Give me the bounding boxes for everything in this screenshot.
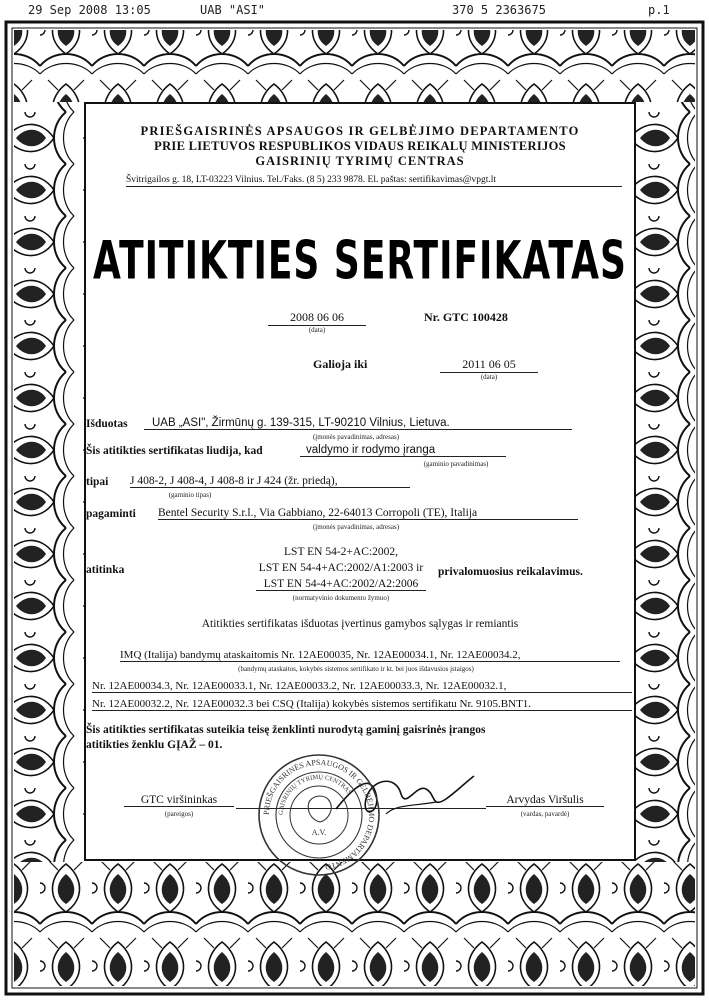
fax-phone: 370 5 2363675 <box>452 3 546 17</box>
manufacturer-label: pagaminti <box>86 508 136 520</box>
seal-center: A.V. <box>311 828 327 837</box>
issue-date: 2008 06 06 <box>268 310 366 326</box>
certificate-number: Nr. GTC 100428 <box>424 310 508 324</box>
valid-until-label: Galioja iki <box>313 357 368 371</box>
standard-3: LST EN 54-4+AC:2002/A2:2006 <box>256 578 426 591</box>
basis-line-2: Nr. 12AE00034.3, Nr. 12AE00033.1, Nr. 12AE00033.2, Nr. 12AE00033.3, Nr. 12AE00032.1, <box>92 680 632 693</box>
marking-line-2: atitikties ženklu GĮAŽ – 01. <box>86 739 223 751</box>
fax-page: p.1 <box>648 3 670 17</box>
product-name: valdymo ir rodymo įranga <box>300 444 506 457</box>
svg-text:GAISRINIŲ TYRIMŲ CENTRAS <box>278 774 353 815</box>
org-line-2: PRIE LIETUVOS RESPUBLIKOS VIDAUS REIKALŲ MINISTERIJOS <box>154 139 566 153</box>
certificate-title: ATITIKTIES SERTIFIKATAS <box>93 232 627 292</box>
standards-caption: (normatyvinio dokumento žymuo) <box>292 594 390 602</box>
issued-label: Išduotas <box>86 418 128 430</box>
fax-sender: UAB "ASI" <box>200 3 266 17</box>
signer-position: GTC viršininkas <box>124 794 234 807</box>
org-address: Švitrigailos g. 18, LT-03223 Vilnius. Tel./Faks. (8 5) 233 9878. El. paštas: sertifikavimas@vpgt.lt <box>126 175 622 187</box>
seal-outer-text: PRIEŠGAISRINĖS APSAUGOS IR GELBĖJIMO DEPARTAMENTO <box>261 757 377 872</box>
signer-name-caption: (vardas, pavardė) <box>520 810 570 818</box>
marking-line-1: Šis atitikties sertifikatas suteikia teisę ženklinti nurodytą gaminį gaisrinės įrangos <box>86 724 486 736</box>
org-line-1: PRIEŠGAISRINĖS APSAUGOS IR GELBĖJIMO DEPARTAMENTO <box>140 124 580 138</box>
basis-caption: (bandymų ataskaitos, kokybės sistemos sertifikato ir kt. bei juos išdavusios įstaigos) <box>238 665 474 673</box>
types-caption: (gaminio tipas) <box>168 491 212 499</box>
issued-value: UAB „ASI", Žirmūnų g. 139-315, LT-90210 Vilnius, Lietuva. <box>144 417 572 430</box>
certificate-body <box>86 104 634 872</box>
requirements-label: privalomuosius reikalavimus. <box>438 566 583 578</box>
basis-intro: Atitikties sertifikatas išduotas įvertinus gamybos sąlygas ir remiantis <box>201 618 519 630</box>
manufacturer-value: Bentel Security S.r.l., Via Gabbiano, 22-64013 Corropoli (TE), Italija <box>158 507 578 520</box>
seal-inner-text: GAISRINIŲ TYRIMŲ CENTRAS <box>277 773 354 816</box>
manufacturer-caption: (įmonės pavadinimas, adresas) <box>312 523 400 531</box>
valid-until-date: 2011 06 05 <box>440 357 538 373</box>
complies-label: atitinka <box>86 564 125 576</box>
certifies-label: Šis atitikties sertifikatas liudija, kad <box>86 445 263 457</box>
standard-1: LST EN 54-2+AC:2002, <box>284 546 398 558</box>
basis-line-1: IMQ (Italija) bandymų ataskaitomis Nr. 12AE00035, Nr. 12AE00034.1, Nr. 12AE00034.2, <box>120 649 620 662</box>
fax-datetime: 29 Sep 2008 13:05 <box>28 3 151 17</box>
basis-line-3: Nr. 12AE00032.2, Nr. 12AE00032.3 bei CSQ (Italija) kokybės sistemos sertifikatu Nr. 9105.BNT1. <box>92 698 632 711</box>
types-label: tipai <box>86 476 109 488</box>
issued-caption: (įmonės pavadinimas, adresas) <box>312 433 400 441</box>
signer-position-caption: (pareigos) <box>164 810 194 818</box>
valid-until-caption: (data) <box>480 373 498 381</box>
product-name-caption: (gaminio pavadinimas) <box>423 460 489 468</box>
standard-2: LST EN 54-4+AC:2002/A1:2003 ir <box>258 562 424 574</box>
org-line-3: GAISRINIŲ TYRIMŲ CENTRAS <box>255 154 465 168</box>
signer-name: Arvydas Viršulis <box>486 794 604 807</box>
issue-date-caption: (data) <box>308 326 326 334</box>
types-value: J 408-2, J 408-4, J 408-8 ir J 424 (žr. priedą), <box>130 475 410 488</box>
official-seal <box>254 750 384 880</box>
